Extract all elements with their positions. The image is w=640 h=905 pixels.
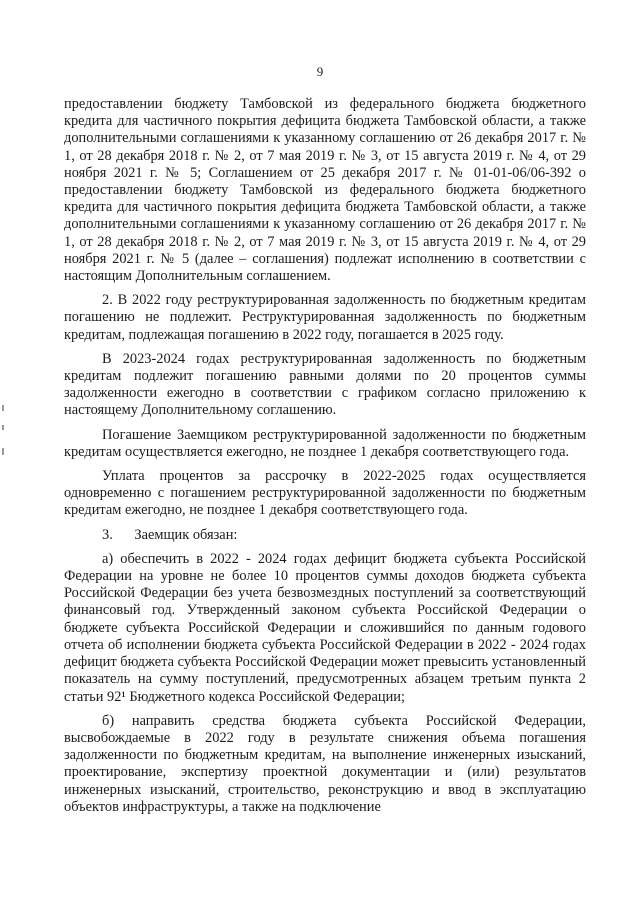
paragraph-repayment-deadline: Погашение Заемщиком реструктурированной задолженности по бюджетным кредитам осуществляется ежегодно, не позднее 1 декабря соответствующего года.: [64, 426, 586, 460]
scan-margin-mark: [2, 405, 4, 411]
paragraph-clause-3b: б) направить средства бюджета субъекта Российской Федерации, высвобождаемые в 2022 году в результате снижения объема погашения задолженности по бюджетным кредитам, на выполнение инженерных изысканий, проектирование, экспертизу проектной документации и (или) результатов инженерных изысканий, строительство, реконструкцию и ввод в эксплуатацию объектов инфраструктуры, а также на подключение: [64, 712, 586, 815]
scan-margin-mark: [2, 425, 4, 430]
paragraph-continuation: предоставлении бюджету Тамбовской из федерального бюджета бюджетного кредита для частичного покрытия дефицита бюджета Тамбовской области, а также дополнительными соглашениями к указанному соглашению от 26 декабря 2017 г. № 1, от 28 декабря 2018 г. № 2, от 7 мая 2019 г. № 3, от 15 августа 2019 г. № 4, от 29 ноября 2021 г. № 5; Соглашением от 25 декабря 2017 г. № 01-01-06/06-392 о предоставлении бюджету Тамбовской из федерального бюджета бюджетного кредита для частичного покрытия дефицита бюджета Тамбовской области, а также дополнительными соглашениями к указанному соглашению от 26 декабря 2017 г. № 1, от 28 декабря 2018 г. № 2, от 7 мая 2019 г. № 3, от 15 августа 2019 г. № 4, от 29 ноября 2021 г. № 5 (далее – соглашения) подлежат исполнению в соответствии с настоящим Дополнительным соглашением.: [64, 96, 586, 285]
document-body: [64, 96, 586, 823]
paragraph-clause-3-heading: 3. Заемщик обязан:: [102, 526, 238, 543]
paragraph-repayment-schedule: В 2023-2024 годах реструктурированная задолженность по бюджетным кредитам подлежит погашению равными долями по 20 процентов суммы задолженности ежегодно в соответствии с графиком согласно приложению к настоящему Дополнительному соглашению.: [64, 350, 586, 419]
paragraph-clause-2: 2. В 2022 году реструктурированная задолженность по бюджетным кредитам погашению не подлежит. Реструктурированная задолженность по бюджетным кредитам, подлежащая погашению в 2022 году, погашается в 2025 году.: [64, 292, 586, 343]
paragraph-interest-payment: Уплата процентов за рассрочку в 2022-2025 годах осуществляется одновременно с погашением реструктурированной задолженности по бюджетным кредитам ежегодно, не позднее 1 декабря соответствующего года.: [64, 468, 586, 519]
paragraph-clause-3a: а) обеспечить в 2022 - 2024 годах дефицит бюджета субъекта Российской Федерации на уровне не более 10 процентов суммы доходов бюджета субъекта Российской Федерации без учета безвозмездных поступлений за соответствующий финансовый год. Утвержденный законом субъекта Российской Федерации о бюджете субъекта Российской Федерации и сложившийся по данным годового отчета об исполнении бюджета субъекта Российской Федерации в 2022 - 2024 годах дефицит бюджета субъекта Российской Федерации может превысить установленный показатель на сумму поступлений, предусмотренных абзацем третьим пункта 2 статьи 92¹ Бюджетного кодекса Российской Федерации;: [64, 550, 586, 705]
scan-margin-mark: [2, 448, 4, 455]
page-number: 9: [316, 64, 324, 79]
